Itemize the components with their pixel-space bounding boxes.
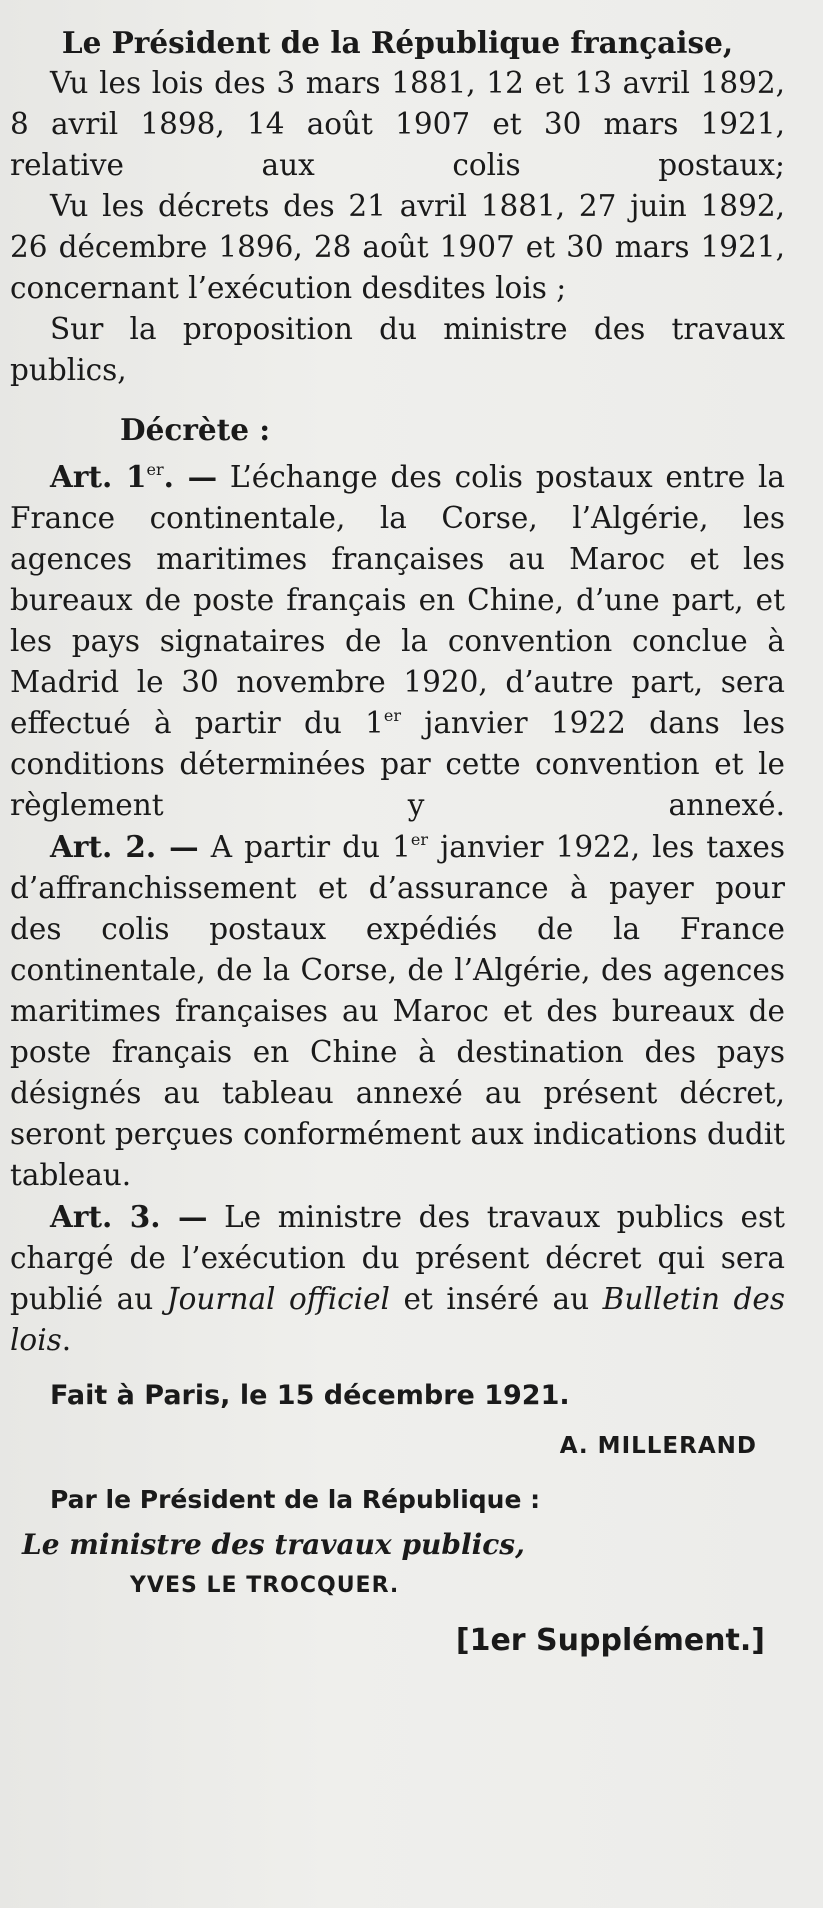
consideration-laws: Vu les lois des 3 mars 1881, 12 et 13 avril 1892, 8 avril 1898, 14 août 1907 et 30 mars 1921, relative aux colis postaux; bbox=[10, 66, 785, 182]
article-1-label-suffix: . — bbox=[163, 459, 218, 494]
article-2 bbox=[10, 826, 785, 1196]
article-1-text: L’échange des colis postaux entre la France continentale, la Corse, l’Algérie, les agences maritimes françaises au Maroc et les bureaux de poste français en Chine, d’une part, et les pays signataires de la convention conclue à Madrid le 30 novembre 1920, d’autre part, sera effectué à partir du 1 bbox=[10, 460, 786, 740]
article-3-label: Art. 3. — bbox=[50, 1199, 208, 1234]
fait-a-paris: Fait à Paris, le 15 décembre 1921. bbox=[50, 1380, 570, 1411]
decree-text bbox=[10, 22, 785, 1661]
article-2-text-end: janvier 1922, les taxes d’affranchissement et d’assurance à payer pour des colis postaux expédiés de la France continentale, de la Corse, de l’Algérie, des agences maritimes françaises au Maroc et des bureaux de poste français en Chine à destination des pays désignés au tableau annexé au présent décret, seront perçues conformément aux indications dudit tableau. bbox=[10, 830, 785, 1192]
minister-name: YVES LE TROCQUER. bbox=[130, 1573, 400, 1598]
header-president: Le Président de la République française, bbox=[61, 25, 734, 60]
article-2-label: Art. 2. — bbox=[50, 829, 199, 864]
journal-officiel: Journal officiel bbox=[166, 1282, 390, 1316]
article-1-label: Art. 1 bbox=[50, 459, 147, 494]
article-1-label-sup: er bbox=[146, 460, 164, 479]
article-2-text: A partir du 1 bbox=[198, 830, 411, 864]
article-1 bbox=[10, 456, 785, 826]
article-3-end: . bbox=[61, 1323, 72, 1357]
article-3 bbox=[10, 1196, 785, 1361]
par-le-president: Par le Président de la République : bbox=[50, 1485, 541, 1514]
signer-name: A. MILLERAND bbox=[559, 1433, 757, 1459]
decrete-heading: Décrète : bbox=[120, 412, 271, 447]
bulletin-des-lois: Bulletin des lois bbox=[10, 1282, 785, 1357]
article-1-text-sup: er bbox=[383, 706, 401, 725]
ministre-title: Le ministre des travaux publics, bbox=[22, 1528, 525, 1561]
supplement-mark: [1er Supplément.] bbox=[455, 1623, 765, 1658]
consideration-proposal: Sur la proposition du ministre des travaux publics, bbox=[10, 312, 785, 387]
article-1-text-end: janvier 1922 dans les conditions déterminées par cette convention et le règlement y annexé. bbox=[10, 706, 786, 822]
article-3-mid: et inséré au bbox=[389, 1282, 603, 1316]
consideration-decrees: Vu les décrets des 21 avril 1881, 27 juin 1892, 26 décembre 1896, 28 août 1907 et 30 mars 1921, concernant l’exécution desdites lois ; bbox=[10, 189, 785, 305]
article-2-text-sup: er bbox=[410, 830, 429, 849]
article-3-text: Le ministre des travaux publics est chargé de l’exécution du présent décret qui sera publié au bbox=[10, 1200, 785, 1316]
